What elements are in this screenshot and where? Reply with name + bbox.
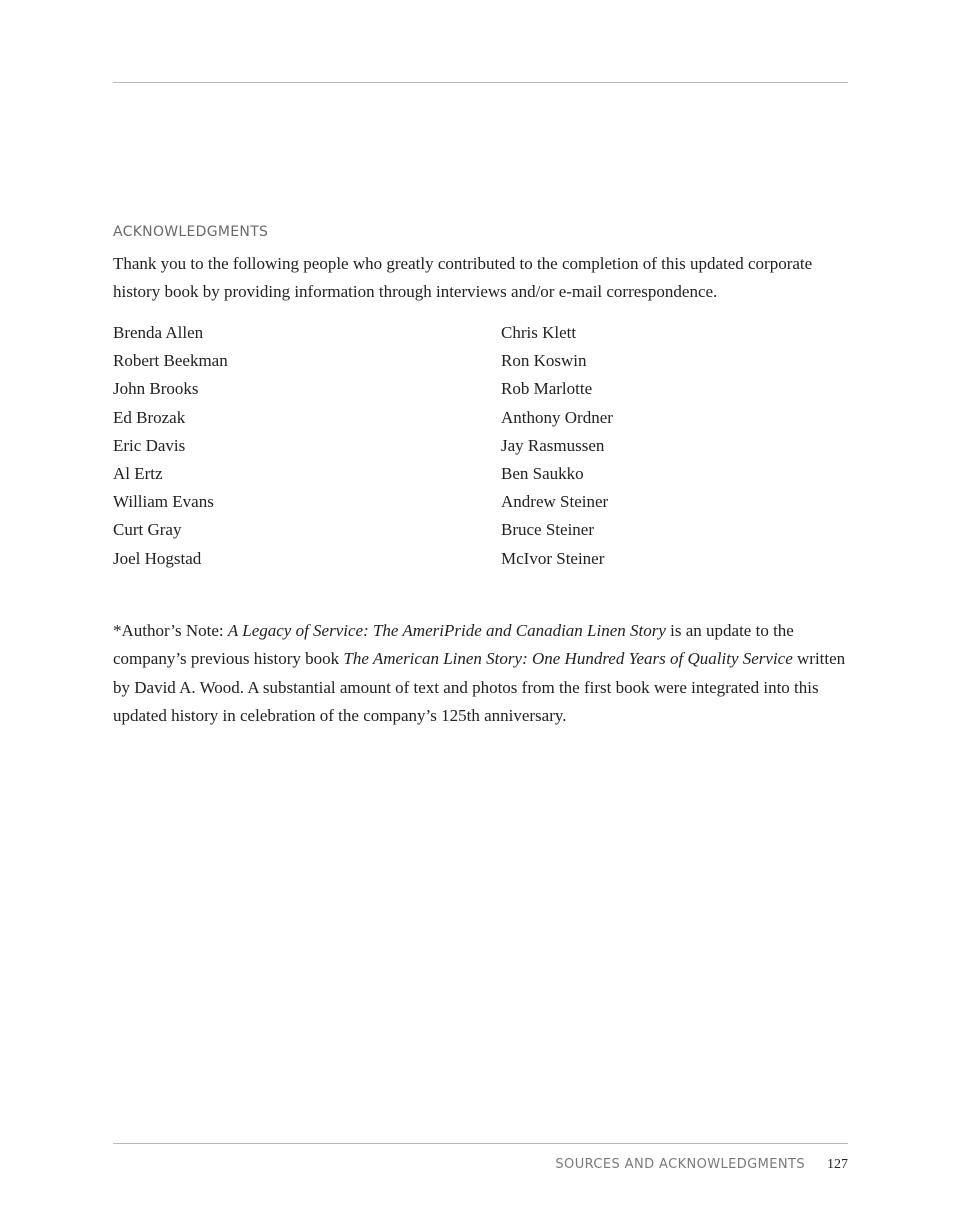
- note-middle: is an update to the company’s previous history book: [113, 621, 794, 669]
- header-rule: [113, 82, 848, 83]
- name-item: Robert Beekman: [113, 351, 228, 371]
- name-item: Eric Davis: [113, 435, 186, 455]
- name-item: McIvor Steiner: [501, 548, 605, 568]
- name-item: William Evans: [113, 492, 214, 512]
- name-item: Ben Saukko: [501, 463, 584, 483]
- name-item: Bruce Steiner: [501, 520, 594, 540]
- authors-note: [113, 617, 848, 730]
- name-item: Curt Gray: [113, 520, 182, 540]
- page-footer: [555, 1157, 848, 1173]
- name-item: Chris Klett: [501, 323, 577, 342]
- names-list-right: [501, 319, 613, 573]
- name-item: Al Ertz: [113, 463, 163, 483]
- section-heading: ACKNOWLEDGMENTS: [113, 224, 269, 240]
- name-item: Jay Rasmussen: [501, 435, 605, 455]
- note-prefix: *Author’s Note:: [113, 621, 228, 640]
- name-item: Anthony Ordner: [501, 407, 613, 427]
- names-list-left: [113, 319, 228, 573]
- name-item: Rob Marlotte: [501, 379, 593, 399]
- intro-paragraph: Thank you to the following people who greatly contributed to the completion of this updated corporate history book by providing information through interviews and/or e-mail correspondence.: [113, 254, 813, 302]
- name-item: Brenda Allen: [113, 323, 204, 342]
- note-title-previous-book: The American Linen Story: One Hundred Years of Quality Service: [343, 649, 793, 669]
- note-title-new-book: A Legacy of Service: The AmeriPride and Canadian Linen Story: [227, 621, 666, 640]
- name-item: Andrew Steiner: [501, 492, 609, 512]
- footer-rule: [113, 1143, 848, 1144]
- note-suffix: written by David A. Wood. A substantial amount of text and photos from the first book were integrated into this updated history in celebration of the company’s 125th anniversary.: [113, 649, 846, 725]
- name-item: Ron Koswin: [501, 351, 587, 371]
- name-item: John Brooks: [113, 379, 199, 399]
- name-item: Ed Brozak: [113, 407, 186, 427]
- running-footer-title: SOURCES AND ACKNOWLEDGMENTS: [555, 1157, 805, 1172]
- page-number: 127: [827, 1157, 848, 1172]
- name-item: Joel Hogstad: [113, 548, 202, 568]
